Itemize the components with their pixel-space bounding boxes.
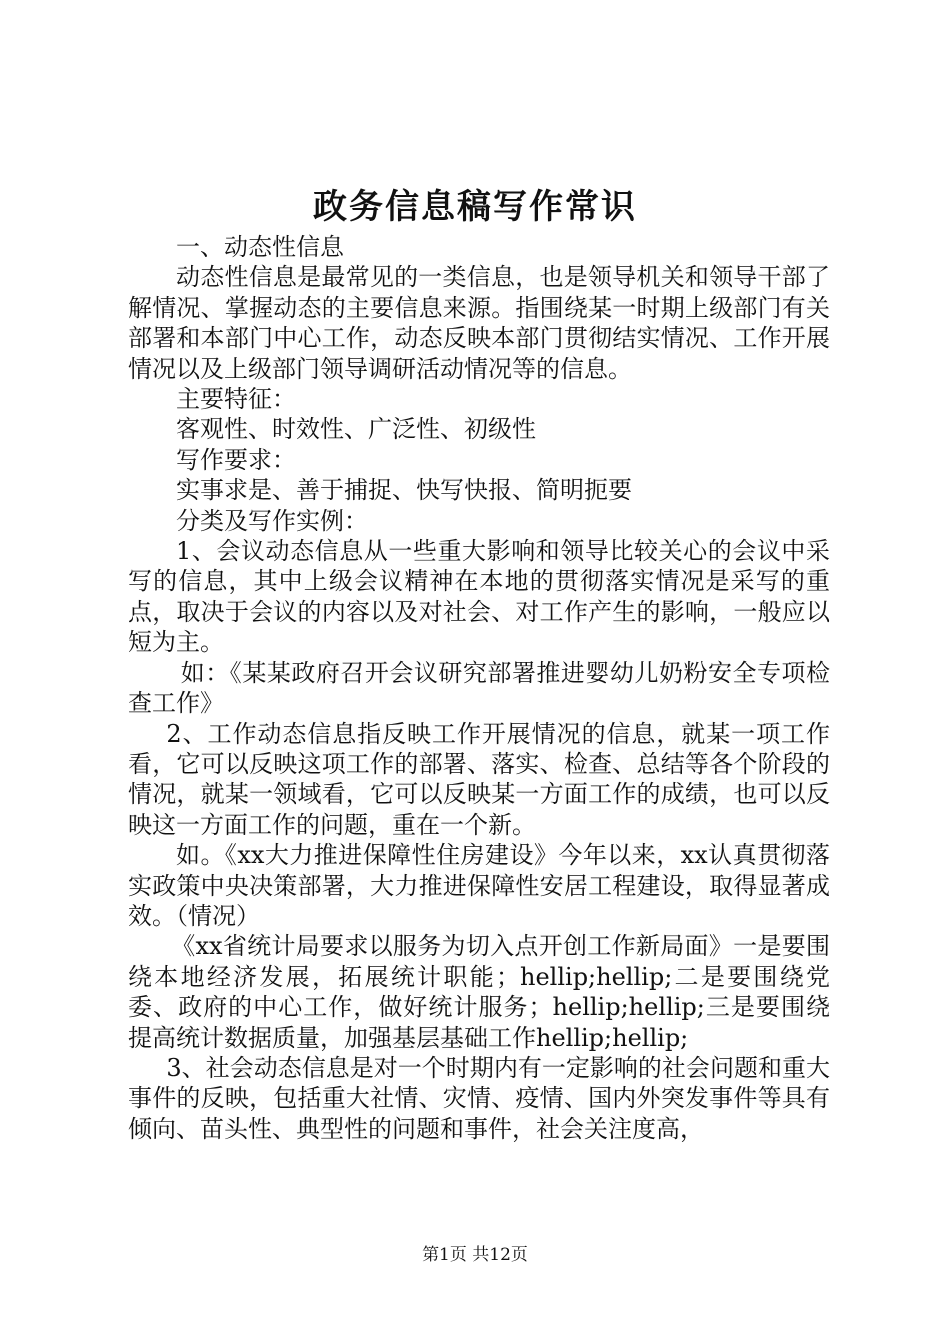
paragraph: 2、工作动态信息指反映工作开展情况的信息，就某一项工作看，它可以反映这项工作的部署、落实、检查、总结等各个阶段的情况，就某一领域看，它可以反映某一方面工作的成绩，也可以反映这一方面工作的问题，重在一个新。 <box>128 719 830 839</box>
paragraph: 动态性信息是最常见的一类信息，也是领导机关和领导干部了解情况、掌握动态的主要信息来源。指围绕某一时期上级部门有关部署和本部门中心工作，动态反映本部门贯彻结实情况、工作开展情况以及上级部门领导调研活动情况等的信息。 <box>128 263 830 383</box>
paragraph: 实事求是、善于捕捉、快写快报、简明扼要 <box>176 476 632 505</box>
paragraph: 写作要求： <box>176 445 296 474</box>
paragraph: 1、会议动态信息从一些重大影响和领导比较关心的会议中采写的信息，其中上级会议精神在本地的贯彻落实情况是采写的重点，取决于会议的内容以及对社会、对工作产生的影响，一般应以短为主。 <box>128 537 830 657</box>
paragraph: 分类及写作实例： <box>176 506 368 535</box>
document-title: 政务信息稿写作常识 <box>313 187 637 227</box>
paragraph: 如。《xx大力推进保障性住房建设》今年以来，xx认真贯彻落实政策中央决策部署，大力推进保障性安居工程建设，取得显著成效。（情况） <box>128 841 830 930</box>
paragraph: 主要特征： <box>176 385 296 414</box>
document-body <box>128 232 830 1144</box>
paragraph: 如：《某某政府召开会议研究部署推进婴幼儿奶粉安全专项检查工作》 <box>128 658 830 718</box>
paragraph: 3、社会动态信息是对一个时期内有一定影响的社会问题和重大事件的反映，包括重大社情、灾情、疫情、国内外突发事件等具有倾向、苗头性、典型性的问题和事件，社会关注度高， <box>128 1053 830 1143</box>
page-footer: 第1页 共12页 <box>422 1245 528 1265</box>
section-heading: 一、动态性信息 <box>176 233 344 261</box>
paragraph: 客观性、时效性、广泛性、初级性 <box>176 415 536 444</box>
paragraph: 《xx省统计局要求以服务为切入点开创工作新局面》一是要围绕本地经济发展，拓展统计职能；hellip;hellip;二是要围绕党委、政府的中心工作，做好统计服务；hellip;hellip;三是要围绕提高统计数据质量，加强基层基础工作hellip;hellip; <box>128 932 830 1052</box>
